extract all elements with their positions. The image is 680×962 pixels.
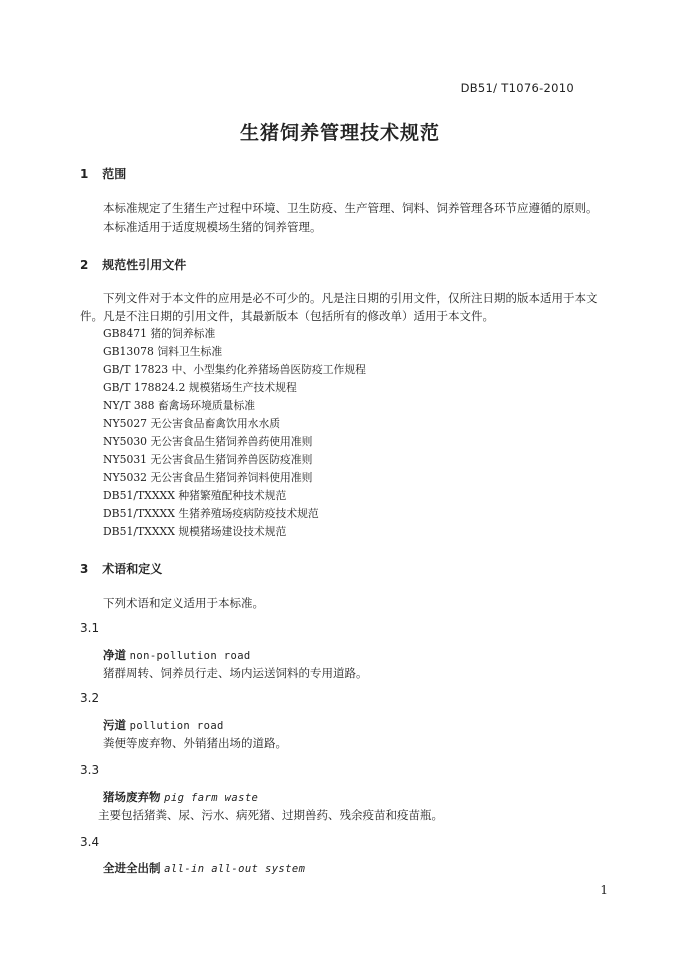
reference-item: NY/T 388 畜禽场环境质量标准 (103, 399, 256, 412)
term-number: 3.2 (80, 691, 100, 705)
reference-item: GB8471 猪的饲养标准 (103, 327, 216, 340)
term-chinese: 全进全出制 (103, 861, 161, 875)
term-english: pig farm waste (164, 792, 259, 804)
section-number: 1 (80, 167, 89, 181)
section-1-paragraph-1: 本标准规定了生猪生产过程中环境、卫生防疫、生产管理、饲料、饲养管理各环节应遵循的原则。 (103, 201, 598, 215)
term-number: 3.4 (80, 835, 100, 849)
term-definition: 粪便等废弃物、外销猪出场的道路。 (103, 736, 287, 750)
term-chinese: 猪场废弃物 (103, 790, 161, 804)
section-1-heading (80, 165, 126, 182)
reference-item: GB/T 178824.2 规模猪场生产技术规程 (103, 381, 297, 394)
term-chinese: 污道 (103, 718, 126, 732)
page-title: 生猪饲养管理技术规范 (239, 122, 440, 144)
term-chinese: 净道 (103, 648, 126, 662)
term-heading (103, 717, 224, 733)
reference-item: DB51/TXXXX 种猪繁殖配种技术规范 (103, 489, 287, 502)
term-definition: 猪群周转、饲养员行走、场内运送饲料的专用道路。 (103, 666, 368, 680)
section-title: 范围 (102, 167, 127, 181)
section-2-heading (80, 256, 186, 273)
reference-item: NY5027 无公害食品畜禽饮用水水质 (103, 417, 281, 430)
reference-item: NY5030 无公害食品生猪饲养兽药使用准则 (103, 435, 313, 448)
term-definition: 主要包括猪粪、尿、污水、病死猪、过期兽药、残余疫苗和疫苗瓶。 (98, 808, 443, 822)
term-english: pollution road (129, 720, 224, 732)
section-3-heading (80, 560, 162, 577)
section-title: 术语和定义 (102, 562, 163, 576)
term-number: 3.3 (80, 763, 100, 777)
reference-item: NY5032 无公害食品生猪饲养饲料使用准则 (103, 471, 313, 484)
section-2-paragraph-line-1: 下列文件对于本文件的应用是必不可少的。凡是注日期的引用文件，仅所注日期的版本适用于本文 (103, 291, 598, 305)
section-1-paragraph-2: 本标准适用于适度规模场生猪的饲养管理。 (103, 220, 322, 234)
document-code: DB51/ T1076-2010 (460, 81, 574, 95)
section-title: 规范性引用文件 (102, 258, 187, 272)
page-number: 1 (600, 883, 608, 897)
reference-item: DB51/TXXXX 生猪养殖场疫病防疫技术规范 (103, 507, 319, 520)
term-number: 3.1 (80, 621, 100, 635)
term-heading (103, 647, 251, 663)
term-english: non-pollution road (129, 650, 251, 662)
section-3-intro: 下列术语和定义适用于本标准。 (103, 596, 264, 610)
reference-item: NY5031 无公害食品生猪饲养兽医防疫准则 (103, 453, 313, 466)
term-english: all-in all-out system (164, 863, 306, 875)
section-number: 2 (80, 258, 89, 272)
section-2-paragraph-line-2: 件。凡是不注日期的引用文件，其最新版本（包括所有的修改单）适用于本文件。 (80, 309, 494, 323)
term-heading (103, 789, 258, 805)
reference-item: GB13078 饲料卫生标准 (103, 345, 223, 358)
reference-item: DB51/TXXXX 规模猪场建设技术规范 (103, 525, 287, 538)
section-number: 3 (80, 562, 89, 576)
term-heading (103, 860, 305, 876)
reference-item: GB/T 17823 中、小型集约化养猪场兽医防疫工作规程 (103, 363, 366, 376)
